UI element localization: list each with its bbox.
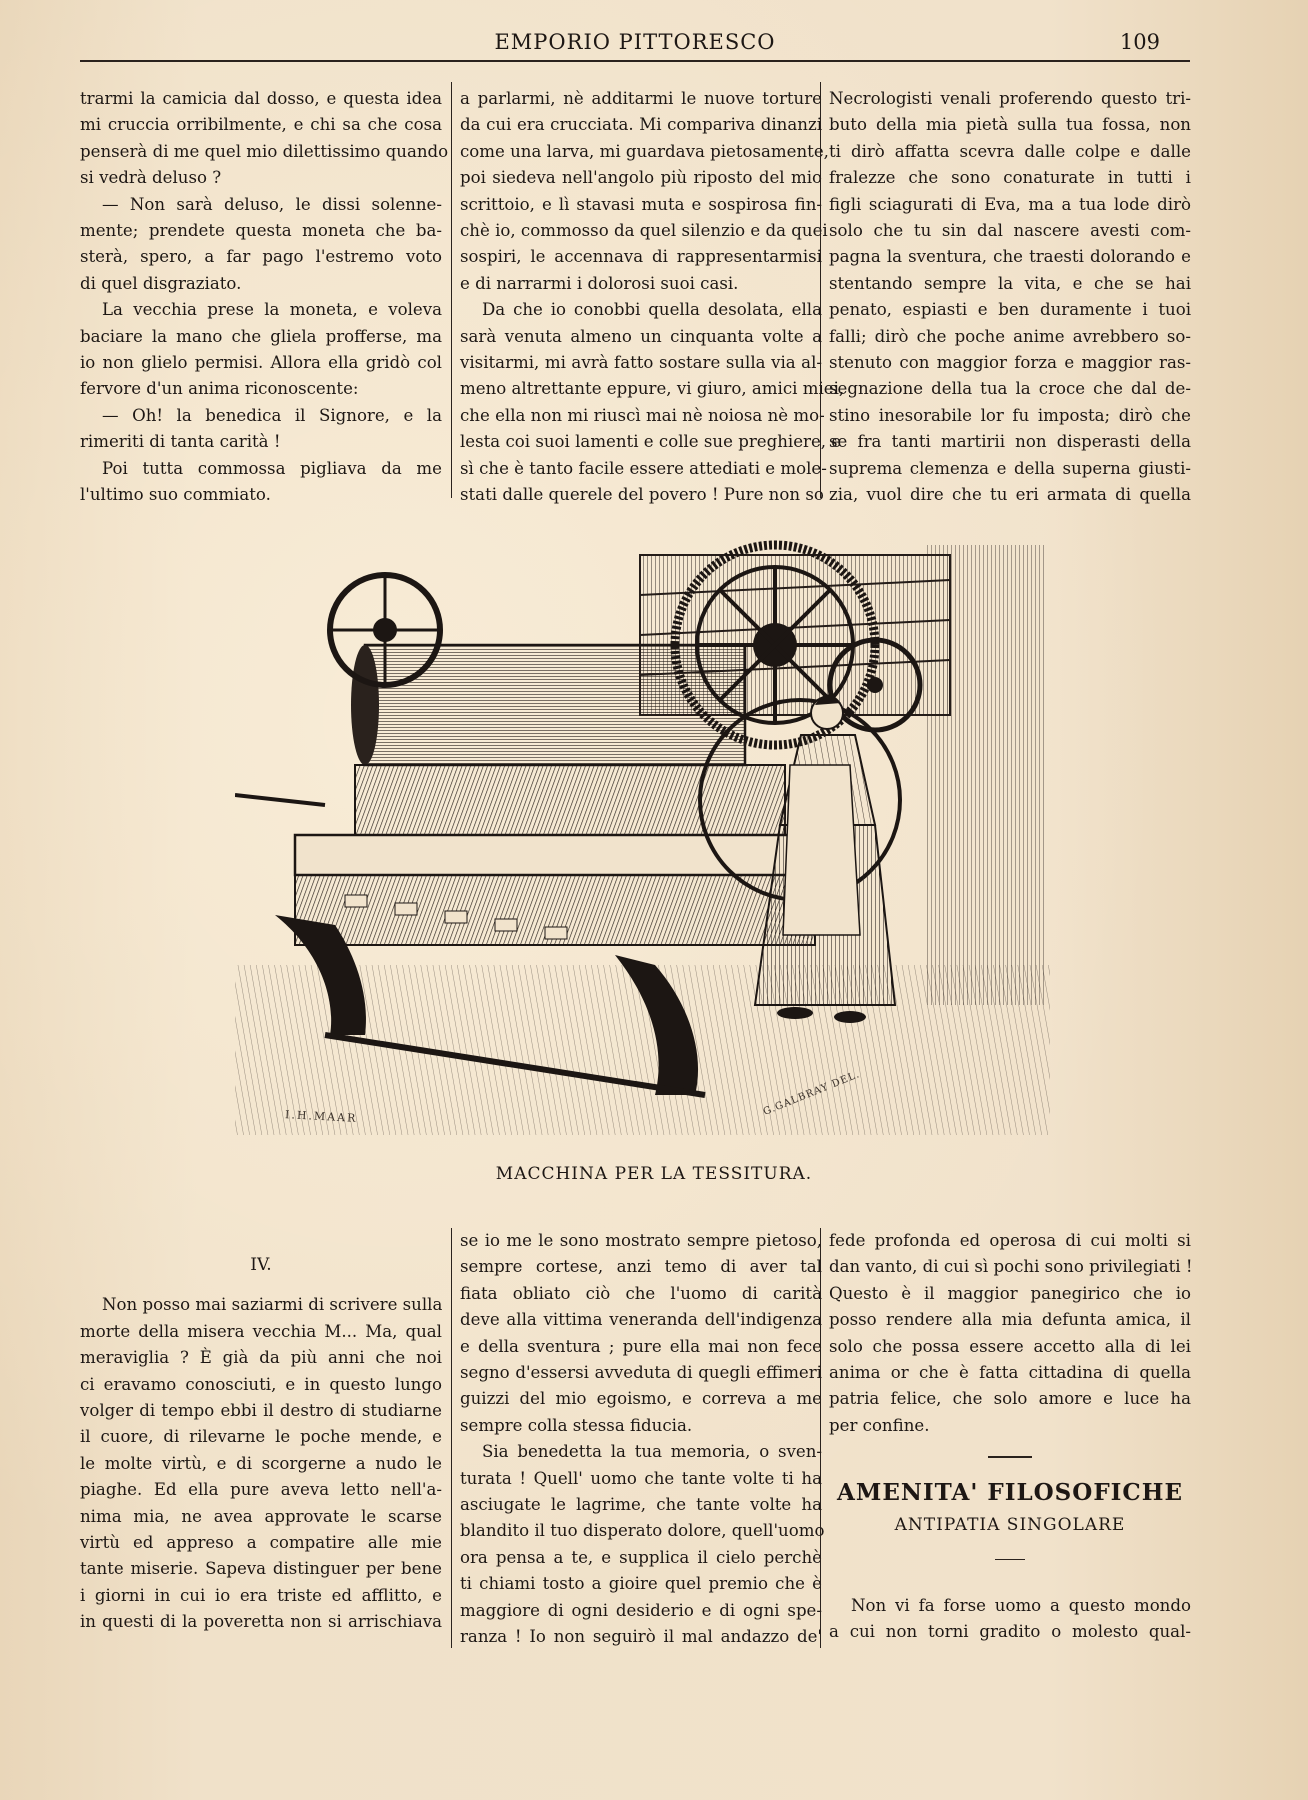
text-line: in questi di la poveretta non si arrischiava (80, 1612, 442, 1632)
text-line: Da che io conobbi quella desolata, ella (482, 300, 822, 320)
text-line: baciare la mano che gliela profferse, ma (80, 326, 442, 346)
text-line: per confine. (829, 1415, 930, 1435)
text-line: stino inesorabile lor fu imposta; dirò che (829, 405, 1191, 425)
text-line: che ella non mi riuscì mai nè noiosa nè mo- (460, 405, 825, 425)
text-line: buto della mia pietà sulla tua fossa, non (829, 115, 1191, 135)
text-line: nima mia, ne avea approvate le scarse (80, 1506, 442, 1526)
text-line: zia, vuol dire che tu eri armata di quella (829, 485, 1191, 505)
text-line: trarmi la camicia dal dosso, e questa idea (80, 89, 442, 108)
top-column-3 (829, 86, 1191, 509)
bottom-column-3 (829, 1228, 1191, 1646)
section-number: IV. (250, 1255, 272, 1275)
page-number: 109 (1119, 30, 1160, 54)
bottom-column-1 (80, 1246, 442, 1636)
engraver-signature: I.H.MAAR (284, 1108, 358, 1125)
text-line: si vedrà deluso ? (80, 168, 222, 188)
text-line: se fra tanti martirii non disperasti della (829, 432, 1191, 452)
text-line: visitarmi, mi avrà fatto sostare sulla via al- (460, 353, 822, 373)
text-line: mente; prendete questa moneta che ba- (80, 221, 442, 241)
text-line: figli sciagurati di Eva, ma a tua lode dirò (829, 194, 1191, 214)
text-line: piaghe. Ed ella pure aveva letto nell'a- (80, 1480, 442, 1500)
top-column-2 (460, 86, 845, 509)
text-line: lesta coi suoi lamenti e colle sue preghiere, e (460, 432, 842, 452)
bottom-column-2 (460, 1228, 825, 1651)
text-line: chè io, commosso da quel silenzio e da quei (460, 221, 828, 241)
section-heading: AMENITA' FILOSOFICHE (837, 1478, 1183, 1506)
text-line: Non vi fa forse uomo a questo mondo (851, 1595, 1191, 1615)
text-line: blandito il tuo disperato dolore, quell'uomo (460, 1521, 825, 1541)
text-line: fiata obliato ciò che l'uomo di carità (460, 1283, 822, 1303)
text-line: poi siedeva nell'angolo più riposto del mio (460, 168, 822, 188)
text-line: ranza ! Io non seguirò il mal andazzo de' (460, 1627, 822, 1647)
text-line: pagna la sventura, che traesti dolorando e (829, 247, 1191, 267)
header-rule (80, 60, 1190, 62)
text-line: ora pensa a te, e supplica il cielo perchè (460, 1547, 822, 1567)
journal-title: EMPORIO PITTORESCO (494, 30, 776, 54)
text-line: fede profonda ed operosa di cui molti si (829, 1231, 1191, 1250)
text-line: scrittoio, e lì stavasi muta e sospirosa fin- (460, 194, 822, 214)
text-line: stentando sempre la vita, e che se hai (829, 273, 1191, 293)
text-line: — Non sarà deluso, le dissi solenne- (102, 194, 442, 214)
text-line: stenuto con maggior forza e maggior ras- (829, 353, 1191, 373)
text-line: e di narrarmi i dolorosi suoi casi. (460, 273, 739, 293)
text-line: le molte virtù, e di scorgerne a nudo le (80, 1453, 442, 1473)
text-line: io non glielo permisi. Allora ella gridò col (80, 353, 442, 373)
text-line: asciugate le lagrime, che tante volte ha (460, 1495, 822, 1515)
top-column-1 (80, 86, 449, 509)
text-line: sterà, spero, a far pago l'estremo voto (80, 247, 442, 267)
draughtsman-signature: G.GALBRAY DEL. (761, 1069, 862, 1118)
text-line: tante miserie. Sapeva distinguer per bene (80, 1559, 442, 1579)
text-line: ti chiami tosto a gioire quel premio che è (460, 1574, 822, 1594)
text-line: Poi tutta commossa pigliava da me (102, 458, 442, 478)
text-line: posso rendere alla mia defunta amica, il (829, 1310, 1191, 1330)
text-line: a cui non torni gradito o molesto qual- (829, 1622, 1191, 1642)
text-line: volger di tempo ebbi il destro di studiarne (80, 1401, 442, 1421)
column-rule (451, 1228, 452, 1648)
text-line: fralezze che sono conaturate in tutti i (829, 168, 1191, 188)
text-line: rimeriti di tanta carità ! (80, 432, 281, 452)
text-line: Non posso mai saziarmi di scrivere sulla (102, 1295, 443, 1315)
text-line: penato, espiasti e ben duramente i tuoi (829, 300, 1191, 320)
section-divider (829, 1546, 1191, 1572)
text-line: fervore d'un anima riconoscente: (80, 379, 359, 399)
column-rule (820, 1228, 821, 1648)
section-divider (829, 1443, 1191, 1469)
text-line: solo che tu sin dal nascere avesti com- (829, 221, 1191, 241)
text-line: meraviglia ? È già da più anni che noi (80, 1348, 442, 1368)
text-line: sempre cortese, anzi temo di aver tal (460, 1257, 822, 1277)
text-line: segnazione della tua la croce che dal de- (829, 379, 1191, 399)
text-line: come una larva, mi guardava pietosamente, (460, 141, 829, 161)
text-line: se io me le sono mostrato sempre pietoso, (460, 1231, 822, 1250)
text-line: e della sventura ; pure ella mai non fece (460, 1336, 822, 1356)
text-line: sarà venuta almeno un cinquanta volte a (460, 326, 822, 346)
section-subheading: ANTIPATIA SINGOLARE (894, 1515, 1126, 1536)
column-rule (451, 82, 452, 498)
illustration-caption: MACCHINA PER LA TESSITURA. (495, 1164, 813, 1184)
text-line: solo che possa essere accetto alla di lei (829, 1336, 1191, 1356)
text-line: meno altrettante eppure, vi giuro, amici miei, (460, 379, 845, 399)
text-line: falli; dirò che poche anime avrebbero so- (829, 326, 1191, 346)
text-line: da cui era crucciata. Mi compariva dinanzi (460, 115, 822, 135)
text-line: i giorni in cui io era triste ed afflitto, e (80, 1585, 442, 1605)
text-line: deve alla vittima veneranda dell'indigenza (460, 1310, 822, 1330)
text-line: maggiore di ogni desiderio e di ogni spe- (460, 1600, 822, 1620)
text-line: Questo è il maggior panegirico che io (829, 1283, 1191, 1303)
column-rule (820, 82, 821, 498)
text-line: suprema clemenza e della superna giusti- (829, 458, 1191, 478)
text-line: morte della misera vecchia M... Ma, qual (80, 1321, 442, 1341)
text-line: sempre colla stessa fiducia. (460, 1415, 693, 1435)
text-line: segno d'essersi avveduta di quegli effimeri (460, 1363, 822, 1383)
text-line: virtù ed appreso a compatire alle mie (80, 1533, 442, 1553)
text-line: mi cruccia orribilmente, e chi sa che cosa (80, 115, 442, 135)
text-line: patria felice, che solo amore e luce ha (829, 1389, 1191, 1409)
text-line: l'ultimo suo commiato. (80, 485, 271, 505)
text-line: il cuore, di rilevarne le poche mende, e (80, 1427, 442, 1447)
text-line: anima or che è fatta cittadina di quella (829, 1363, 1191, 1383)
text-line: a parlarmi, nè additarmi le nuove torture (460, 89, 822, 108)
text-line: sì che è tanto facile essere attediati e mole- (460, 458, 827, 478)
text-line: turata ! Quell' uomo che tante volte ti ha (460, 1468, 822, 1488)
text-line: La vecchia prese la moneta, e voleva (102, 300, 442, 320)
text-line: ci eravamo conosciuti, e in questo lungo (80, 1374, 442, 1394)
text-line: guizzi del mio egoismo, e correva a me (460, 1389, 822, 1409)
weaving-machine-illustration (235, 535, 1050, 1145)
page-header (80, 28, 1190, 58)
text-line: — Oh! la benedica il Signore, e la (102, 405, 442, 425)
text-line: sospiri, le accennava di rappresentarmisi (460, 247, 822, 267)
text-line: Sia benedetta la tua memoria, o sven- (482, 1442, 822, 1462)
text-line: stati dalle querele del povero ! Pure non so (460, 485, 824, 505)
text-line: Necrologisti venali proferendo questo tri- (829, 89, 1191, 108)
text-line: penserà di me quel mio dilettissimo quando (80, 141, 449, 161)
text-line: ti dirò affatta scevra dalle colpe e dalle (829, 141, 1191, 161)
text-line: di quel disgraziato. (80, 273, 242, 293)
text-line: dan vanto, di cui sì pochi sono privilegiati ! (829, 1257, 1193, 1277)
